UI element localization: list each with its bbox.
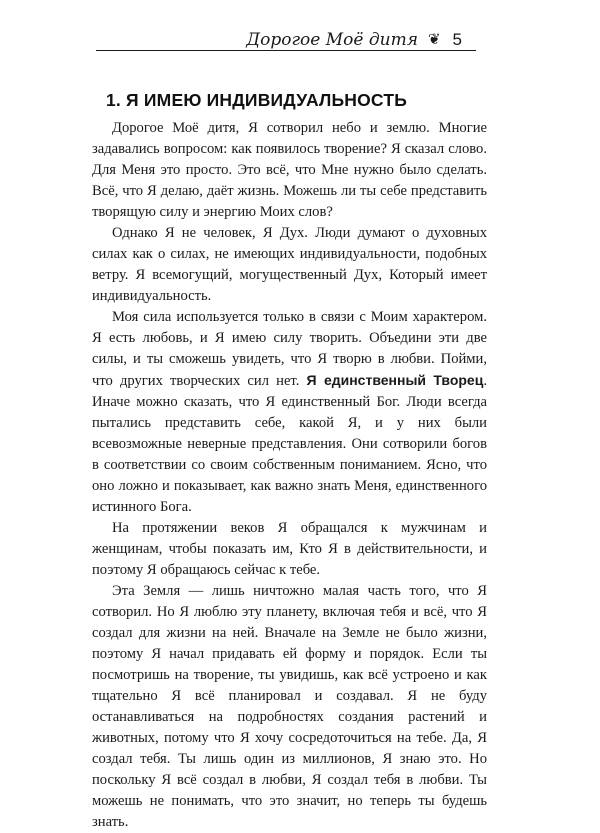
body-text <box>92 118 487 833</box>
paragraph: Однако Я не человек, Я Дух. Люди думают о духовных силах как о силах, не имеющих индивидуальности, подобных ветру. Я всемогущий, могущественный Дух, Который имеет индивидуальность. <box>92 225 487 304</box>
page-number: 5 <box>452 30 462 49</box>
paragraph: На протяжении веков Я обращался к мужчинам и женщинам, чтобы показать им, Кто Я в действительности, и поэтому Я обращаюсь сейчас к тебе. <box>92 520 487 578</box>
chapter-title: 1. Я ИМЕЮ ИНДИВИДУАЛЬНОСТЬ <box>106 90 407 110</box>
paragraph: Эта Земля — лишь ничтожно малая часть того, что Я сотворил. Но Я люблю эту планету, включая тебя и всё, что Я создал для жизни на ней. Вначале на Земле не было жизни, поэтому Я начал придавать ей форму и порядок. Если ты посмотришь на творение, ты увидишь, как всё устроено и как тщательно Я всё планировал и создавал. Я не буду останавливаться на подробностях создания растений и животных, потому что Я хочу сосредоточиться на тебе. Да, Я создал тебя. Ты лишь один из миллионов, Я знаю это. Но поскольку Я всё создал в любви, Я создал тебя в любви. Ты можешь не понимать, что это значит, но теперь ты будешь знать. <box>92 583 487 830</box>
header-rule <box>96 50 476 51</box>
paragraph: Дорогое Моё дитя, Я сотворил небо и землю. Многие задавались вопросом: как появилось творение? Я сказал слово. Для Меня это просто. Это всё, что Мне нужно было сделать. Всё, что Я делаю, даёт жизнь. Можешь ли ты себе представить творящую силу и энергию Моих слов? <box>92 120 487 220</box>
paragraph-text: . Иначе можно сказать, что Я единственный Бог. Люди всегда пытались представить себе, какой Я, и у них были всевозможные неверные представления. Они сотворили богов в соответствии со своим собственным пониманием. Ясно, что оно ложно и показывает, как важно знать Меня, единственного истинного Бога. <box>92 373 487 515</box>
running-header <box>246 30 462 50</box>
paragraph <box>92 307 487 518</box>
leaf-ornament-icon: ❦ <box>427 30 441 48</box>
paragraph-text: Моя сила используется только в связи с Моим характером. Я есть любовь, и Я имею силу творить. Объедини эти две силы, и ты сможешь увидеть, что Я творю в любви. Пойми, что других творческих сил нет. <box>92 309 487 389</box>
running-title: Дорогое Моё дитя <box>246 30 418 50</box>
bold-phrase: Я единственный Творец <box>306 372 484 388</box>
